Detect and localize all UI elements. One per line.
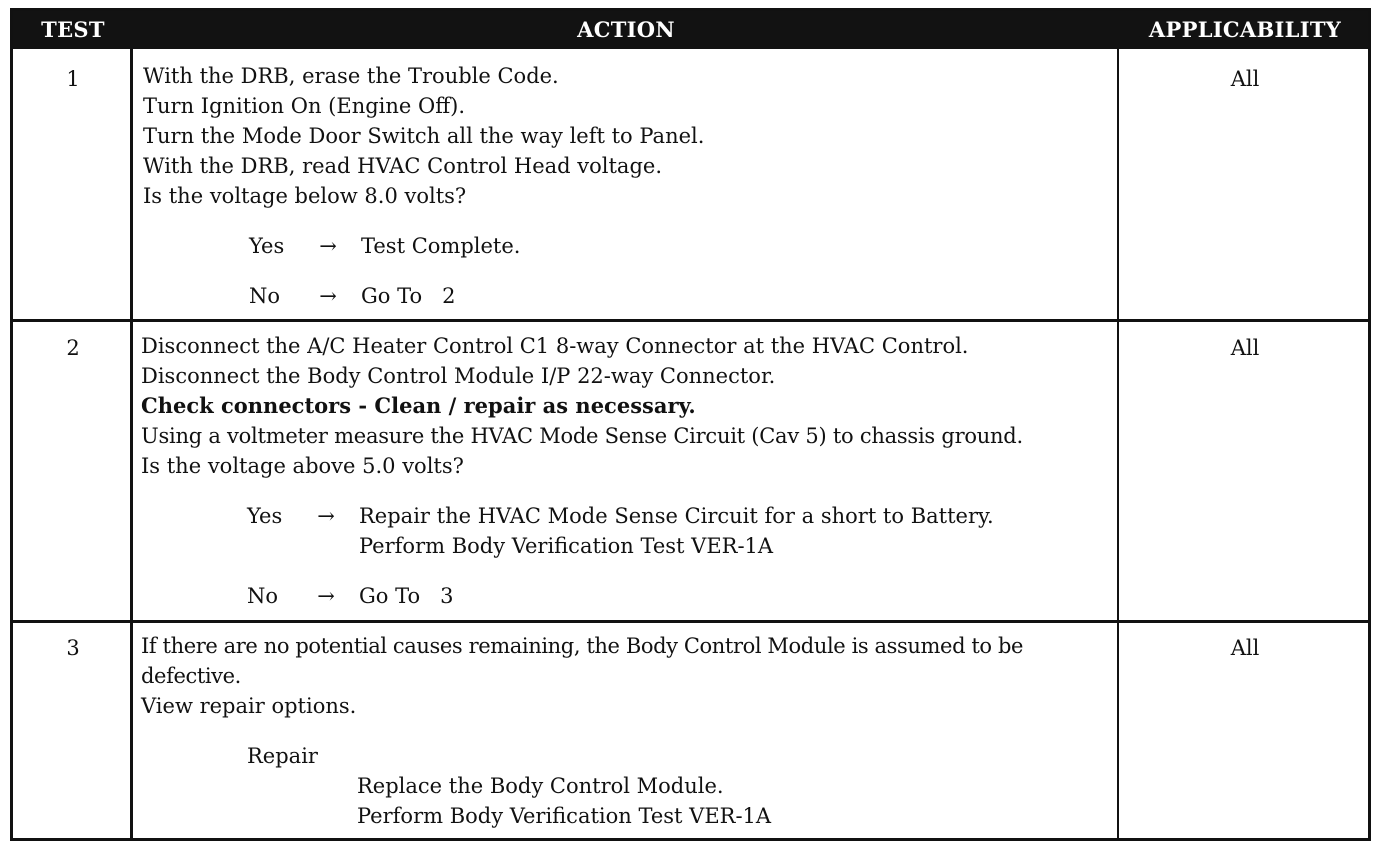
- arrow-right-icon: →: [317, 584, 335, 608]
- table-row: [13, 623, 1368, 841]
- action-cell: [143, 61, 1118, 311]
- no-label: No: [249, 284, 281, 308]
- action-line: Is the voltage below 8.0 volts?: [143, 184, 467, 208]
- no-branch: [247, 581, 1116, 611]
- repair-step: Perform Body Verification Test VER-1A: [357, 804, 772, 828]
- action-cell: [141, 631, 1116, 831]
- yes-result: Repair the HVAC Mode Sense Circuit for a short to Battery.: [359, 504, 994, 528]
- test-number: 1: [66, 67, 80, 91]
- yes-label: Yes: [249, 234, 285, 258]
- action-line: Is the voltage above 5.0 volts?: [141, 454, 464, 478]
- yes-result-continued: Perform Body Verification Test VER-1A: [359, 534, 774, 558]
- yes-branch: [247, 501, 1116, 561]
- applicability-value: All: [1230, 336, 1260, 360]
- repair-label: Repair: [247, 744, 318, 768]
- action-line: With the DRB, erase the Trouble Code.: [143, 64, 559, 88]
- header-action: ACTION: [577, 17, 675, 42]
- action-line: View repair options.: [141, 694, 357, 718]
- action-line: Disconnect the Body Control Module I/P 22-way Connector.: [141, 364, 776, 388]
- yes-label: Yes: [247, 504, 283, 528]
- test-number: 2: [66, 336, 80, 360]
- action-line: Turn the Mode Door Switch all the way left to Panel.: [143, 124, 705, 148]
- applicability-value: All: [1230, 67, 1260, 91]
- arrow-right-icon: →: [317, 504, 335, 528]
- action-line: Turn Ignition On (Engine Off).: [143, 94, 466, 118]
- arrow-right-icon: →: [319, 284, 337, 308]
- arrow-right-icon: →: [319, 234, 337, 258]
- header-test: TEST: [41, 17, 105, 42]
- repair-step: Replace the Body Control Module.: [357, 774, 724, 798]
- diagnostic-table: [10, 8, 1371, 841]
- test-number: 3: [66, 636, 80, 660]
- action-cell: [141, 331, 1116, 611]
- header-applicability: APPLICABILITY: [1148, 17, 1342, 42]
- action-line: Using a voltmeter measure the HVAC Mode Sense Circuit (Cav 5) to chassis ground.: [141, 424, 1023, 448]
- table-row: [13, 49, 1368, 319]
- no-result: Go To 3: [359, 584, 454, 608]
- table-row: [13, 322, 1368, 620]
- action-paragraph: If there are no potential causes remaining, the Body Control Module is assumed to be defective.: [141, 634, 1024, 688]
- table-header: [13, 11, 1368, 49]
- applicability-value: All: [1230, 636, 1260, 660]
- action-line: With the DRB, read HVAC Control Head voltage.: [143, 154, 662, 178]
- no-result: Go To 2: [361, 284, 456, 308]
- no-label: No: [247, 584, 279, 608]
- no-branch: [249, 281, 1118, 311]
- yes-branch: [249, 231, 1118, 261]
- action-line-bold: Check connectors - Clean / repair as necessary.: [141, 393, 696, 418]
- yes-result: Test Complete.: [361, 234, 521, 258]
- action-line: Disconnect the A/C Heater Control C1 8-way Connector at the HVAC Control.: [141, 334, 969, 358]
